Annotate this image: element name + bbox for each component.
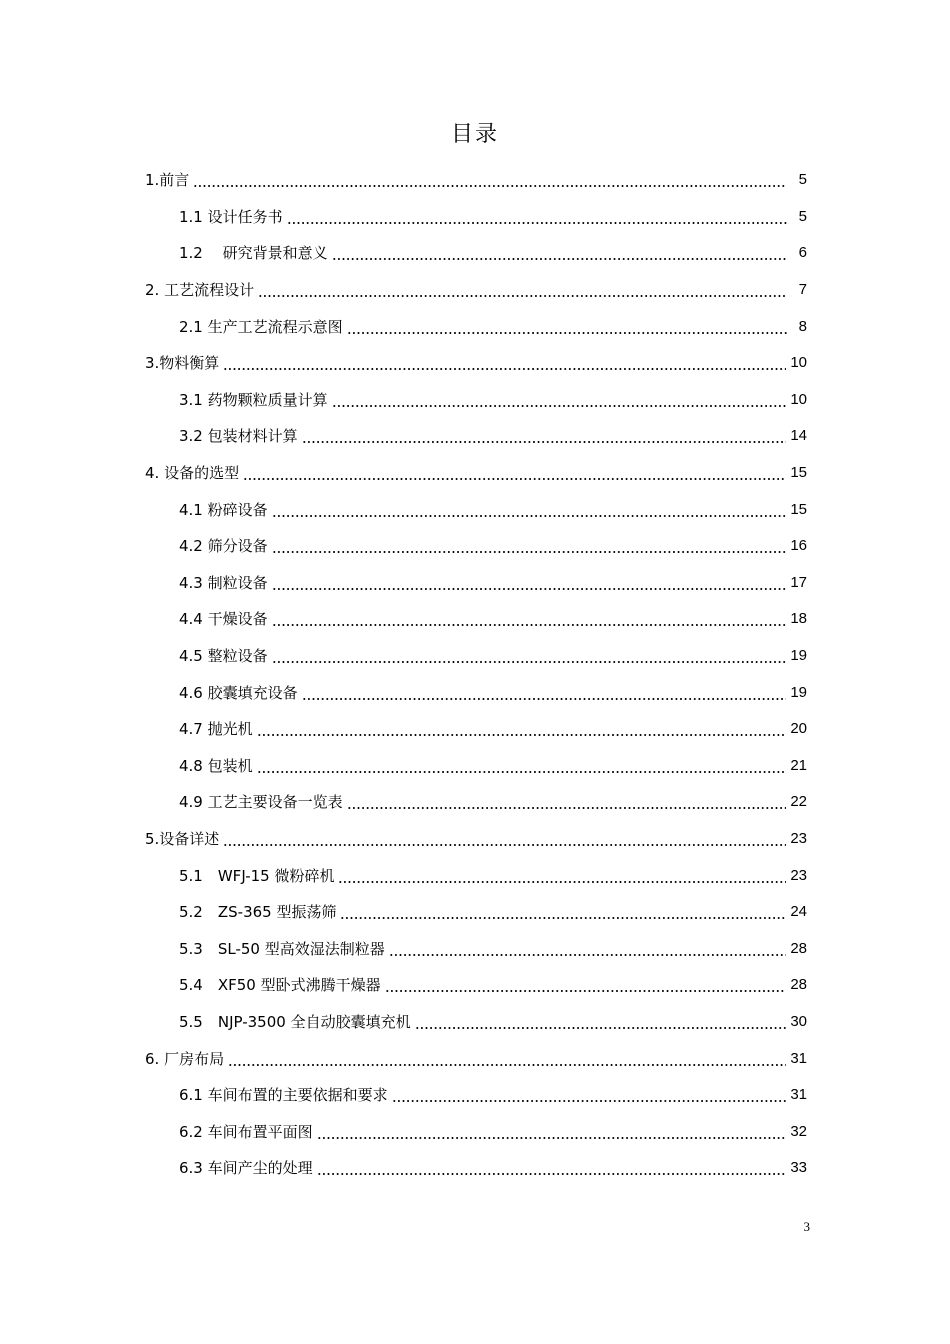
toc-entry-label: 4.8 包装机 — [179, 756, 253, 775]
toc-entry-page-number: 24 — [790, 903, 807, 921]
toc-entry-page-number: 5 — [798, 207, 807, 225]
toc-entry-label: 4.2 筛分设备 — [179, 537, 268, 556]
toc-entry-section[interactable] — [145, 235, 807, 272]
toc-dot-leader — [287, 207, 787, 227]
toc-entry-section[interactable] — [145, 930, 807, 967]
toc-entry-label: 6.2 车间布置平面图 — [179, 1122, 313, 1141]
toc-entry-section[interactable] — [145, 1150, 807, 1187]
toc-entry-section[interactable] — [145, 1004, 807, 1041]
toc-entry-page-number: 22 — [790, 793, 807, 811]
toc-entry-page-number: 10 — [790, 390, 807, 408]
toc-dot-leader — [243, 463, 786, 483]
toc-entry-section[interactable] — [145, 1113, 807, 1150]
toc-entry-section[interactable] — [145, 967, 807, 1004]
toc-entry-label: 6.3 车间产尘的处理 — [179, 1159, 313, 1178]
toc-entry-page-number: 28 — [790, 939, 807, 957]
toc-entry-label: 1.1 设计任务书 — [179, 207, 283, 226]
toc-entry-label: 3.2 包装材料计算 — [179, 427, 298, 446]
toc-entry-section[interactable] — [145, 491, 807, 528]
toc-entry-page-number: 5 — [798, 171, 807, 189]
toc-entry-page-number: 15 — [790, 464, 807, 482]
toc-entry-label: 4.4 干燥设备 — [179, 610, 268, 629]
toc-dot-leader — [347, 317, 787, 337]
toc-entry-chapter[interactable] — [145, 345, 807, 382]
toc-entry-chapter[interactable] — [145, 455, 807, 492]
toc-entry-label: 5.5 NJP-3500 全自动胶囊填充机 — [179, 1012, 411, 1031]
toc-dot-leader — [257, 756, 787, 776]
toc-entry-page-number: 21 — [790, 756, 807, 774]
toc-entry-page-number: 19 — [790, 683, 807, 701]
toc-entry-label: 6.1 车间布置的主要依据和要求 — [179, 1086, 388, 1105]
toc-entry-section[interactable] — [145, 418, 807, 455]
toc-dot-leader — [257, 719, 787, 739]
toc-entry-section[interactable] — [145, 711, 807, 748]
toc-entry-page-number: 15 — [790, 500, 807, 518]
toc-entry-label: 3.物料衡算 — [145, 354, 220, 373]
toc-entry-page-number: 31 — [790, 1049, 807, 1067]
toc-entry-section[interactable] — [145, 784, 807, 821]
toc-dot-leader — [272, 573, 787, 593]
toc-entry-page-number: 10 — [790, 354, 807, 372]
toc-entry-label: 5.设备详述 — [145, 829, 220, 848]
page-number: 3 — [803, 1219, 810, 1234]
toc-dot-leader — [317, 1122, 787, 1142]
toc-entry-section[interactable] — [145, 199, 807, 236]
toc-entry-section[interactable] — [145, 674, 807, 711]
toc-entry-label: 4.5 整粒设备 — [179, 647, 268, 666]
toc-entry-section[interactable] — [145, 857, 807, 894]
toc-dot-leader — [415, 1012, 787, 1032]
toc-dot-leader — [228, 1049, 786, 1069]
toc-entry-section[interactable] — [145, 1077, 807, 1114]
toc-entry-label: 4.9 工艺主要设备一览表 — [179, 793, 343, 812]
toc-entry-page-number: 6 — [798, 244, 807, 262]
toc-entry-label: 4.3 制粒设备 — [179, 573, 268, 592]
toc-dot-leader — [332, 390, 787, 410]
toc-entry-page-number: 17 — [790, 573, 807, 591]
toc-dot-leader — [193, 170, 787, 190]
toc-entry-label: 5.4 XF50 型卧式沸腾干燥器 — [179, 976, 381, 995]
toc-entry-label: 3.1 药物颗粒质量计算 — [179, 390, 328, 409]
toc-dot-leader — [272, 646, 787, 666]
toc-entry-page-number: 20 — [790, 720, 807, 738]
toc-entry-page-number: 8 — [798, 317, 807, 335]
toc-title: 目录 — [450, 122, 499, 147]
toc-entry-page-number: 30 — [790, 1012, 807, 1030]
toc-dot-leader — [272, 500, 787, 520]
toc-entry-chapter[interactable] — [145, 162, 807, 199]
toc-entry-page-number: 7 — [798, 281, 807, 299]
toc-dot-leader — [272, 609, 787, 629]
toc-entry-section[interactable] — [145, 894, 807, 931]
toc-entry-label: 5.1 WFJ-15 微粉碎机 — [179, 866, 335, 885]
toc-dot-leader — [258, 280, 787, 300]
toc-entry-page-number: 14 — [790, 427, 807, 445]
toc-dot-leader — [340, 902, 786, 922]
toc-dot-leader — [347, 792, 787, 812]
toc-entry-section[interactable] — [145, 565, 807, 602]
toc-entry-label: 4.6 胶囊填充设备 — [179, 683, 298, 702]
toc-entry-label: 1.2 研究背景和意义 — [179, 244, 328, 263]
toc-list — [145, 162, 807, 1187]
toc-entry-chapter[interactable] — [145, 1040, 807, 1077]
toc-entry-page-number: 31 — [790, 1086, 807, 1104]
toc-entry-page-number: 28 — [790, 976, 807, 994]
toc-dot-leader — [389, 939, 787, 959]
toc-entry-label: 6. 厂房布局 — [145, 1049, 225, 1068]
toc-entry-label: 5.3 SL-50 型高效湿法制粒器 — [179, 939, 385, 958]
toc-dot-leader — [317, 1158, 787, 1178]
toc-dot-leader — [272, 536, 787, 556]
toc-entry-section[interactable] — [145, 382, 807, 419]
toc-entry-section[interactable] — [145, 748, 807, 785]
toc-entry-chapter[interactable] — [145, 272, 807, 309]
toc-entry-page-number: 18 — [790, 610, 807, 628]
toc-dot-leader — [332, 243, 787, 263]
toc-entry-label: 4.7 抛光机 — [179, 720, 253, 739]
toc-entry-page-number: 33 — [790, 1159, 807, 1177]
toc-entry-label: 2. 工艺流程设计 — [145, 281, 255, 300]
toc-entry-section[interactable] — [145, 601, 807, 638]
toc-entry-label: 2.1 生产工艺流程示意图 — [179, 317, 343, 336]
toc-entry-page-number: 16 — [790, 537, 807, 555]
toc-entry-section[interactable] — [145, 308, 807, 345]
toc-entry-page-number: 23 — [790, 829, 807, 847]
toc-dot-leader — [385, 975, 787, 995]
toc-entry-label: 4. 设备的选型 — [145, 464, 240, 483]
toc-dot-leader — [338, 866, 786, 886]
toc-dot-leader — [302, 683, 787, 703]
toc-dot-leader — [223, 829, 786, 849]
toc-entry-label: 1.前言 — [145, 171, 190, 190]
toc-entry-section[interactable] — [145, 638, 807, 675]
toc-entry-page-number: 32 — [790, 1122, 807, 1140]
toc-dot-leader — [392, 1085, 787, 1105]
toc-entry-label: 4.1 粉碎设备 — [179, 500, 268, 519]
toc-dot-leader — [223, 353, 786, 373]
toc-entry-section[interactable] — [145, 528, 807, 565]
toc-entry-page-number: 23 — [790, 866, 807, 884]
toc-dot-leader — [302, 426, 787, 446]
toc-entry-chapter[interactable] — [145, 821, 807, 858]
toc-entry-label: 5.2 ZS-365 型振荡筛 — [179, 903, 337, 922]
toc-entry-page-number: 19 — [790, 647, 807, 665]
